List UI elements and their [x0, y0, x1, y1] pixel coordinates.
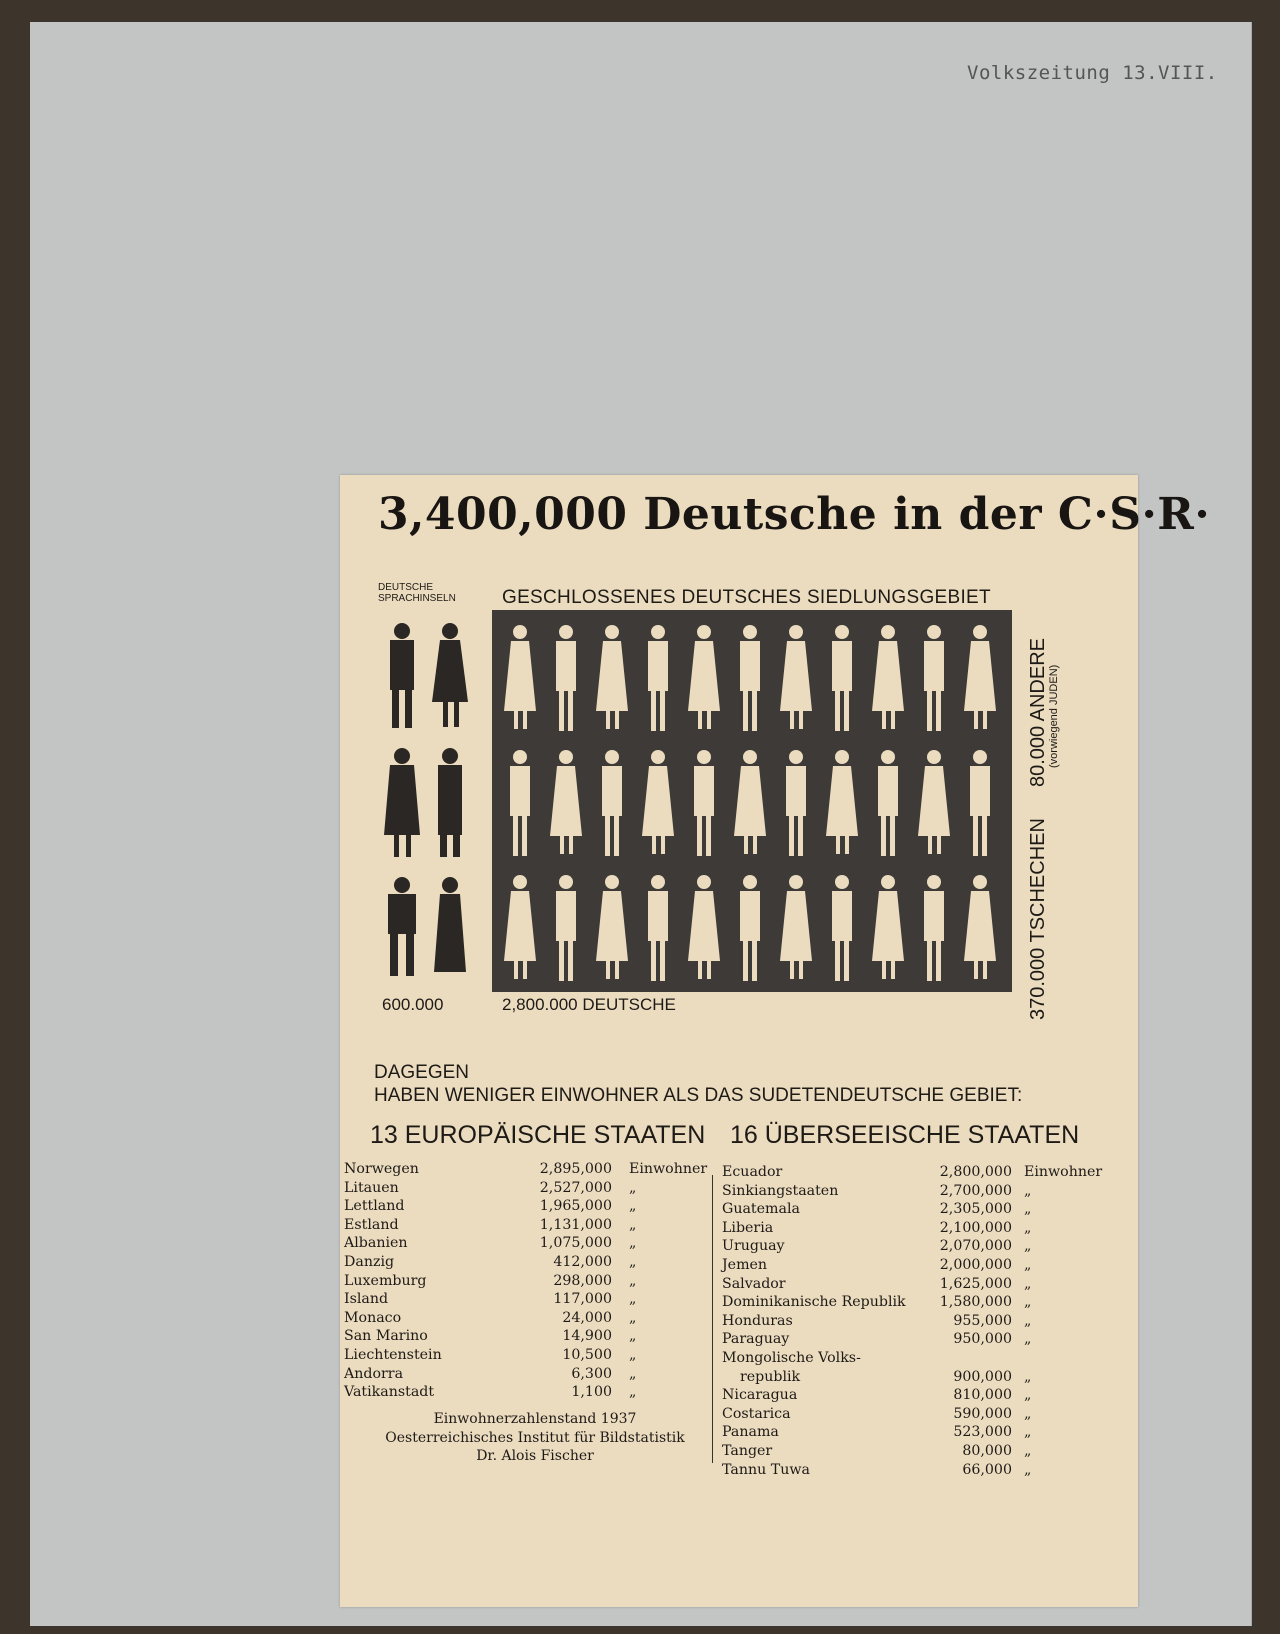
table-row [722, 1237, 1132, 1256]
unit-label: „ [1024, 1219, 1032, 1236]
table-row [722, 1200, 1132, 1219]
label-andere-note: (vorwiegend JUDEN) [1048, 664, 1060, 768]
population-value: 590,000 [953, 1405, 1012, 1422]
population-value: 80,000 [962, 1442, 1012, 1459]
table-row [722, 1163, 1132, 1182]
country-name: Estland [344, 1216, 399, 1233]
unit-label: „ [1024, 1442, 1032, 1459]
table-row [722, 1330, 1132, 1349]
country-name: Costarica [722, 1405, 791, 1422]
table-row [344, 1290, 714, 1309]
population-value: 66,000 [962, 1461, 1012, 1478]
clipping-title: 3,400,000 Deutsche in der C·S·R· [378, 489, 1211, 540]
unit-label: „ [1024, 1424, 1032, 1441]
country-name: Nicaragua [722, 1387, 798, 1404]
population-value: 117,000 [553, 1291, 612, 1308]
country-name: Jemen [722, 1256, 768, 1273]
figure-pair-1 [390, 623, 468, 728]
country-name: San Marino [344, 1328, 428, 1345]
unit-label: „ [1024, 1405, 1032, 1422]
unit-label: „ [629, 1346, 637, 1363]
population-value: 24,000 [562, 1309, 612, 1326]
population-value: 950,000 [953, 1331, 1012, 1348]
population-value: 10,500 [562, 1346, 612, 1363]
unit-label: „ [1024, 1238, 1032, 1255]
table-row [722, 1442, 1132, 1461]
population-value: 2,527,000 [539, 1179, 612, 1196]
country-name: Dominikanische Republik [722, 1294, 906, 1311]
unit-label: „ [629, 1365, 637, 1382]
credit-line: Oesterreichisches Institut für Bildstatistik [385, 1429, 685, 1446]
table-row [722, 1182, 1132, 1201]
unit-label: „ [629, 1253, 637, 1270]
unit-label: „ [629, 1272, 637, 1289]
table-row [722, 1349, 1132, 1368]
unit-label: „ [629, 1328, 637, 1345]
label-geschlossenes-gebiet: GESCHLOSSENES DEUTSCHES SIEDLUNGSGEBIET [502, 587, 991, 608]
unit-label: „ [1024, 1331, 1032, 1348]
population-value: 1,131,000 [539, 1216, 612, 1233]
unit-label: „ [1024, 1182, 1032, 1199]
unit-label: „ [629, 1216, 637, 1233]
header-europaeische-staaten: 13 EUROPÄISCHE STAATEN [370, 1121, 706, 1149]
population-value: 6,300 [571, 1365, 612, 1382]
table-row [722, 1256, 1132, 1275]
table-row [344, 1272, 714, 1291]
population-value: 955,000 [953, 1312, 1012, 1329]
table-row [722, 1219, 1132, 1238]
credit-line: Dr. Alois Fischer [476, 1448, 594, 1465]
population-value: 1,965,000 [539, 1198, 612, 1215]
country-name: Danzig [344, 1253, 395, 1270]
table-row [344, 1383, 714, 1402]
table-row [722, 1368, 1132, 1387]
unit-label: „ [629, 1384, 637, 1401]
country-name: Norwegen [344, 1161, 419, 1177]
country-name: Litauen [344, 1179, 399, 1196]
country-name: Monaco [344, 1309, 402, 1326]
population-value: 14,900 [562, 1328, 612, 1345]
unit-label: „ [629, 1235, 637, 1252]
column-divider [712, 1175, 713, 1463]
population-value: 1,580,000 [939, 1294, 1012, 1311]
table-row [722, 1423, 1132, 1442]
population-value: 810,000 [953, 1387, 1012, 1404]
header-ueberseeische-staaten: 16 ÜBERSEEISCHE STAATEN [730, 1121, 1080, 1149]
table-row [722, 1461, 1132, 1480]
label-sprachinseln: DEUTSCHE SPRACHINSELN [378, 582, 456, 604]
unit-label: „ [629, 1291, 637, 1308]
unit-label: „ [1024, 1312, 1032, 1329]
table-row [722, 1405, 1132, 1424]
table-row [344, 1253, 714, 1272]
population-value: 298,000 [553, 1272, 612, 1289]
country-name: Honduras [722, 1312, 793, 1329]
label-andere: 80.000 ANDERE [1027, 638, 1049, 787]
country-name: republik [740, 1368, 801, 1385]
source-note: Volkszeitung 13.VIII. [967, 62, 1218, 84]
population-value: 2,895,000 [539, 1161, 612, 1177]
country-name: Tanger [722, 1442, 773, 1459]
sheet-edge [1251, 22, 1252, 1626]
figure-pair-3 [388, 877, 466, 976]
table-row [722, 1312, 1132, 1331]
population-value: 2,100,000 [939, 1219, 1012, 1236]
country-name: Mongolische Volks- [722, 1349, 861, 1366]
table-row [344, 1327, 714, 1346]
population-value: 900,000 [953, 1368, 1012, 1385]
population-value: 1,625,000 [939, 1275, 1012, 1292]
newspaper-clipping [340, 475, 1211, 1607]
population-value: 412,000 [553, 1253, 612, 1270]
country-name: Vatikanstadt [344, 1384, 435, 1401]
unit-label: Einwohner [629, 1161, 708, 1177]
population-value: 2,070,000 [939, 1238, 1012, 1255]
figure-pair-2 [384, 748, 462, 857]
label-2800000-deutsche: 2,800.000 DEUTSCHE [502, 995, 676, 1014]
credit-line: Einwohnerzahlenstand 1937 [433, 1411, 637, 1427]
unit-label: „ [629, 1309, 637, 1326]
table-row [344, 1179, 714, 1198]
unit-label: „ [1024, 1387, 1032, 1404]
overseas-table [722, 1163, 1132, 1479]
country-name: Paraguay [722, 1331, 790, 1348]
unit-label: „ [1024, 1294, 1032, 1311]
country-name: Liechtenstein [344, 1346, 442, 1363]
country-name: Liberia [722, 1219, 774, 1236]
unit-label: „ [1024, 1201, 1032, 1218]
country-name: Lettland [344, 1198, 405, 1215]
country-name: Luxemburg [344, 1272, 427, 1289]
country-name: Sinkiangstaaten [722, 1182, 839, 1199]
unit-label: „ [629, 1179, 637, 1196]
sprachinseln-figures [370, 613, 480, 988]
country-name: Salvador [722, 1275, 786, 1292]
unit-label: „ [1024, 1461, 1032, 1478]
country-name: Panama [722, 1424, 779, 1441]
population-value: 2,000,000 [939, 1256, 1012, 1273]
dagegen-line1: DAGEGEN [374, 1062, 470, 1083]
population-value: 2,305,000 [939, 1201, 1012, 1218]
table-row [344, 1234, 714, 1253]
population-value: 2,800,000 [939, 1164, 1012, 1180]
population-value: 523,000 [953, 1424, 1012, 1441]
table-row [344, 1216, 714, 1235]
deutsche-figure-band [492, 610, 1012, 992]
country-name: Guatemala [722, 1201, 800, 1218]
country-name: Uruguay [722, 1238, 785, 1255]
table-row [344, 1309, 714, 1328]
credits [360, 1410, 710, 1466]
population-value: 1,100 [571, 1384, 612, 1401]
country-name: Tannu Tuwa [722, 1461, 810, 1478]
unit-label: „ [629, 1198, 637, 1215]
label-tschechen: 370.000 TSCHECHEN [1027, 818, 1049, 1020]
figure-group-left [384, 623, 468, 976]
table-row [722, 1275, 1132, 1294]
table-row [344, 1197, 714, 1216]
population-value: 1,075,000 [539, 1235, 612, 1252]
population-value: 2,700,000 [939, 1182, 1012, 1199]
dagegen-line2: HABEN WENIGER EINWOHNER ALS DAS SUDETENDEUTSCHE GEBIET: [374, 1085, 1023, 1106]
unit-label: „ [1024, 1275, 1032, 1292]
table-row [722, 1386, 1132, 1405]
unit-label: Einwohner [1024, 1164, 1103, 1180]
table-row [344, 1365, 714, 1384]
table-row [722, 1293, 1132, 1312]
country-name: Andorra [344, 1365, 404, 1382]
label-600000: 600.000 [382, 995, 444, 1014]
unit-label: „ [1024, 1256, 1032, 1273]
country-name: Albanien [344, 1235, 408, 1252]
europe-table [344, 1160, 714, 1402]
unit-label: „ [1024, 1368, 1032, 1385]
table-row [344, 1160, 714, 1179]
table-row [344, 1346, 714, 1365]
country-name: Island [344, 1291, 389, 1308]
country-name: Ecuador [722, 1164, 783, 1180]
